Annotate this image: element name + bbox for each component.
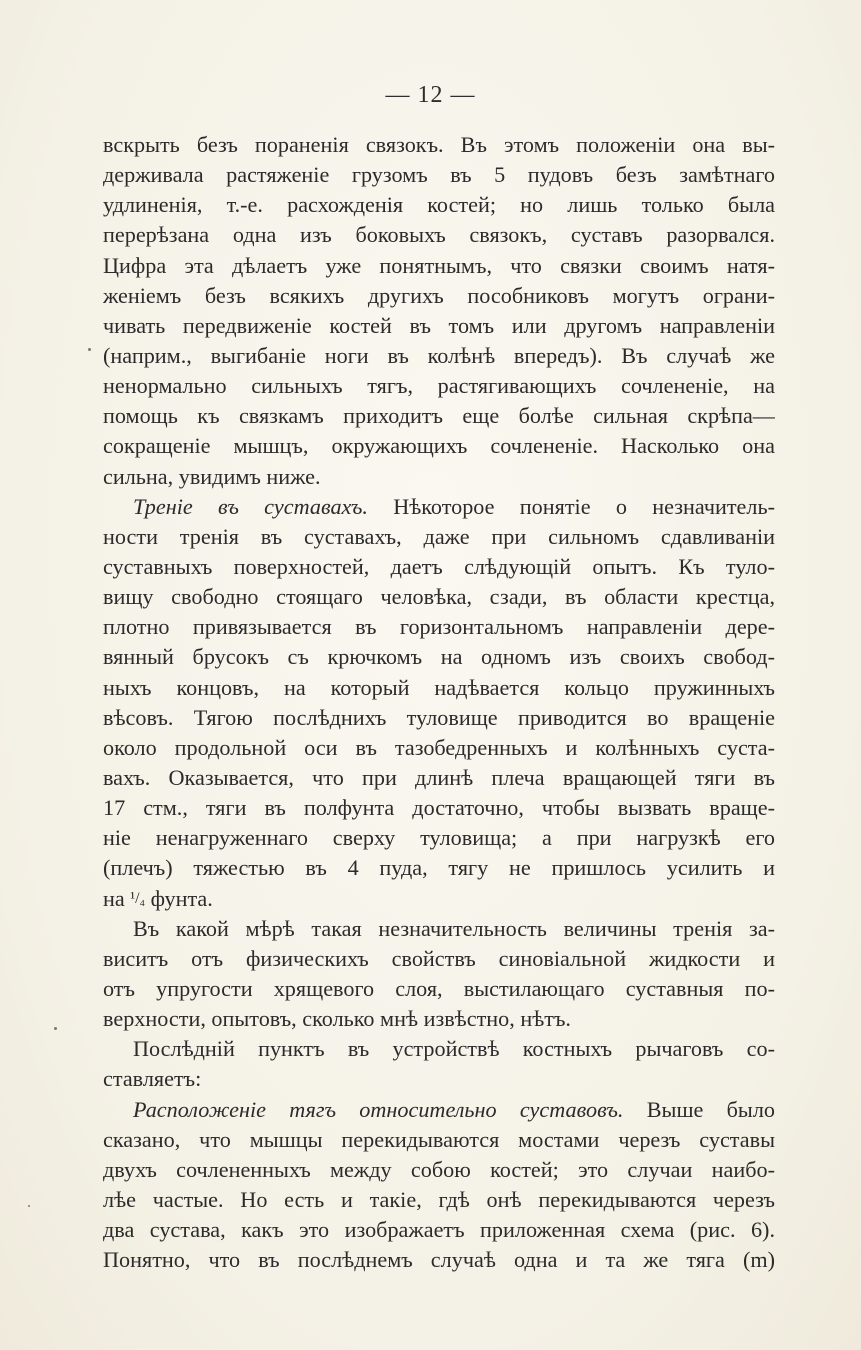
text-line: плотно привязывается въ горизонтальномъ направленіи дере- [103,614,775,640]
text-line: виситъ отъ физическихъ свойствъ синовіальной жидкости и [103,945,775,971]
text-run: на [103,885,131,911]
text-line: около продольной оси въ тазобедренныхъ и колѣнныхъ суста- [103,734,775,760]
text-line: сокращеніе мышцъ, окружающихъ сочлененіе. Насколько она [103,433,775,459]
text-line: вищу свободно стоящаго человѣка, сзади, въ области крестца, [103,584,775,610]
text-line: Цифра эта дѣлаетъ уже понятнымъ, что связки своимъ натя- [103,252,775,278]
section-heading-joint-friction: Треніе въ суставахъ. [133,493,368,519]
text-line: перерѣзана одна изъ боковыхъ связокъ, суставъ разорвался. [103,222,775,248]
text-line: двухъ сочлененныхъ между собою костей; это случаи наибо- [103,1156,775,1182]
text-line: ставляетъ: [103,1066,202,1092]
paragraph-traction-arrangement [103,1095,775,1276]
text-line: ности тренія въ суставахъ, даже при сильномъ сдавливаніи [103,523,775,549]
text-line: женіемъ безъ всякихъ другихъ пособниковъ могутъ ограни- [103,282,775,308]
scan-speck [54,1027,57,1030]
text-line: вахъ. Оказывается, что при длинѣ плеча вращающей тяги въ [103,764,775,790]
text-run: Нѣкоторое понятіе о незначитель- [367,493,775,519]
scan-speck [88,348,91,351]
text-line: (наприм., выгибаніе ноги въ колѣнѣ впередъ). Въ случаѣ же [103,342,775,368]
text-line: держивала растяженіе грузомъ въ 5 пудовъ безъ замѣтнаго [103,162,775,188]
text-line [103,1095,775,1125]
text-line: чивать передвиженіе костей въ томъ или другомъ направленіи [103,312,775,338]
paragraph-ligament-strength [103,130,775,492]
text-line: Въ какой мѣрѣ такая незначительность величины тренія за- [133,915,775,941]
text-line: лѣе частые. Но есть и такіе, гдѣ онѣ перекидываются черезъ [103,1186,775,1212]
text-line: ніе ненагруженнаго сверху туловища; а при нагрузкѣ его [103,825,775,851]
text-run: Выше было [623,1096,775,1122]
paragraph-friction-cause [103,914,775,1035]
text-line: Понятно, что въ послѣднемъ случаѣ одна и та же тяга (m) [103,1247,775,1273]
section-heading-traction-arrangement: Расположеніе тягъ относительно суставовъ. [133,1096,624,1122]
text-line: (плечъ) тяжестью въ 4 пуда, тягу не пришлось усилить и [103,855,775,881]
text-line: вскрыть безъ пораненія связокъ. Въ этомъ положеніи она вы- [103,132,775,157]
body-text [103,130,775,1275]
text-line: отъ упругости хрящевого слоя, выстилающаго суставныя по- [103,975,775,1001]
text-line: два сустава, какъ это изображаетъ приложенная схема (рис. 6). [103,1217,775,1243]
page-number: — 12 — [385,82,476,108]
text-line: суставныхъ поверхностей, даетъ слѣдующій опытъ. Къ туло- [103,553,775,579]
text-line: вянный брусокъ съ крючкомъ на одномъ изъ своихъ свобод- [103,644,775,670]
text-run: фунта. [145,885,213,911]
text-line: ненормально сильныхъ тягъ, растягивающихъ сочлененіе, на [103,373,775,399]
scan-speck [28,1205,30,1207]
text-line: Послѣдній пунктъ въ устройствѣ костныхъ рычаговъ со- [133,1036,775,1062]
text-line: верхности, опытовъ, сколько мнѣ извѣстно, нѣтъ. [103,1006,571,1032]
text-line: 17 стм., тяги въ полфунта достаточно, чтобы вызвать враще- [103,795,775,821]
paragraph-joint-friction [103,492,775,914]
fraction-quarter: ¹/₄ [130,889,146,907]
text-line: сказано, что мышцы перекидываются мостами черезъ суставы [103,1126,775,1152]
text-line: помощь къ связкамъ приходитъ еще болѣе сильная скрѣпа— [103,403,775,429]
text-line: сильна, увидимъ ниже. [103,463,321,489]
paragraph-last-point [103,1034,775,1094]
text-line [103,492,775,522]
text-line: вѣсовъ. Тягою послѣднихъ туловище приводится во вращеніе [103,704,775,730]
text-line [103,884,775,914]
text-line: удлиненія, т.-е. расхожденія костей; но лишь только была [103,192,775,218]
text-line: ныхъ концовъ, на который надѣвается кольцо пружинныхъ [103,674,775,700]
